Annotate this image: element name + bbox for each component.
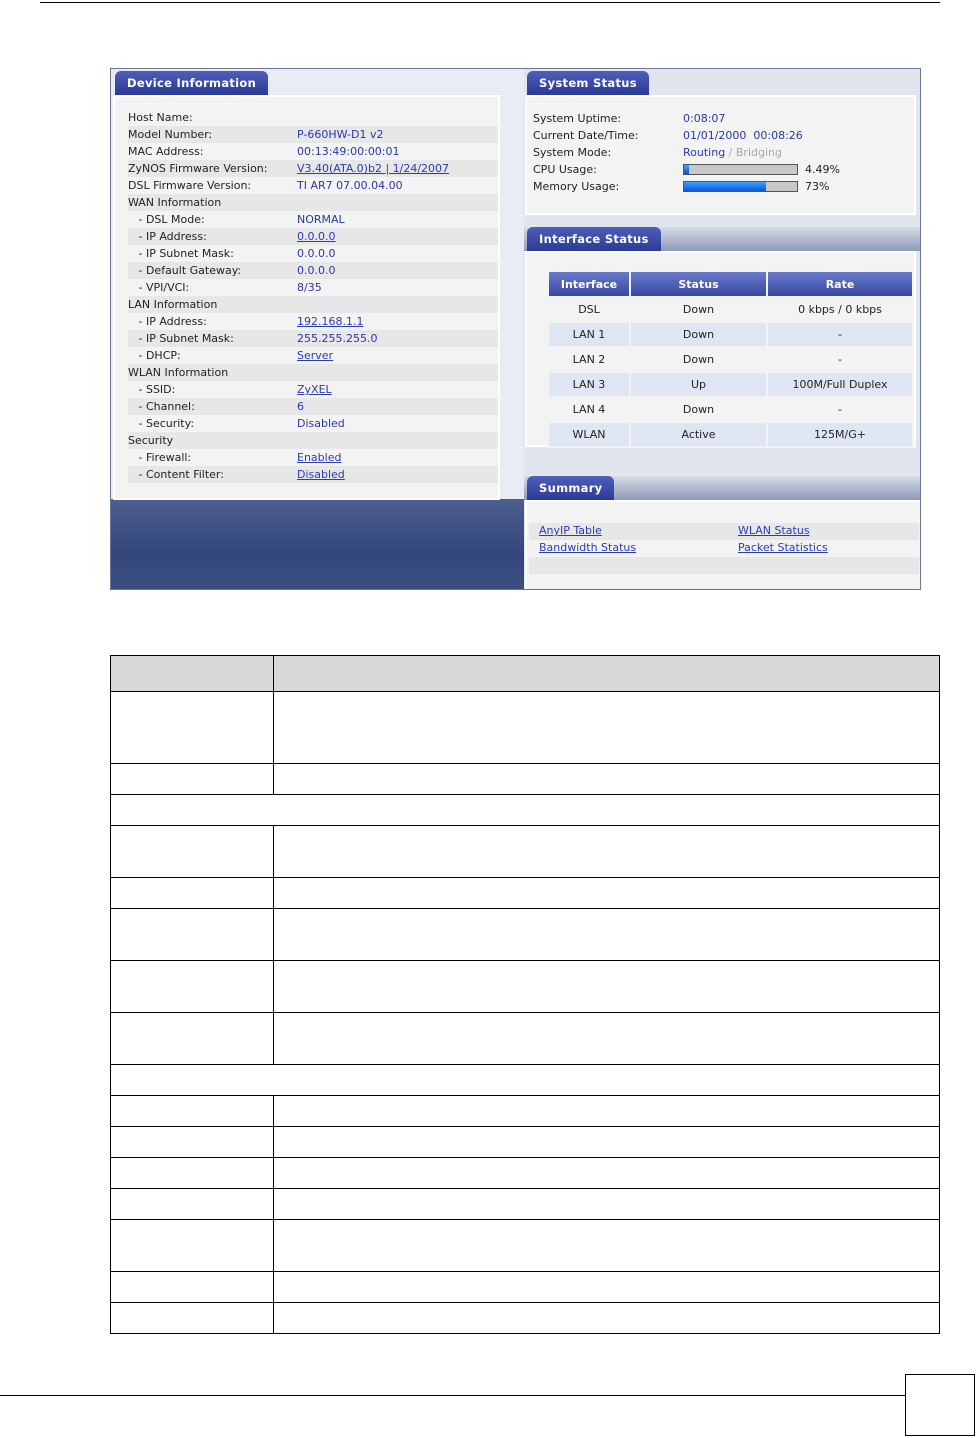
anyip-table-link[interactable]: AnyIP Table bbox=[539, 524, 602, 537]
table-cell bbox=[274, 1303, 940, 1334]
current-datetime-value: 01/01/2000 00:08:26 bbox=[683, 129, 803, 142]
table-cell bbox=[111, 961, 274, 1013]
status-cell: Down bbox=[630, 297, 767, 322]
table-row bbox=[111, 1272, 940, 1303]
device-info-label: - IP Subnet Mask: bbox=[128, 247, 234, 260]
interface-status-table bbox=[547, 270, 914, 448]
device-info-value: P-660HW-D1 v2 bbox=[297, 128, 384, 141]
rate-cell: 100M/Full Duplex bbox=[767, 372, 913, 397]
memory-usage-bar bbox=[683, 181, 798, 192]
table-cell bbox=[111, 1272, 274, 1303]
device-info-row bbox=[128, 398, 498, 415]
system-mode-row bbox=[533, 144, 903, 161]
rate-cell: 125M/G+ bbox=[767, 422, 913, 447]
system-uptime-row bbox=[533, 110, 903, 127]
device-info-value: 6 bbox=[297, 400, 304, 413]
device-info-label: - SSID: bbox=[128, 383, 176, 396]
status-cell: Down bbox=[630, 322, 767, 347]
field-description-table bbox=[110, 655, 940, 1334]
device-info-row bbox=[128, 296, 498, 313]
tab-device-information: Device Information bbox=[115, 71, 268, 95]
tab-summary: Summary bbox=[527, 476, 614, 500]
table-row bbox=[111, 1189, 940, 1220]
table-row bbox=[548, 422, 913, 447]
device-info-row bbox=[128, 228, 498, 245]
bandwidth-status-link[interactable]: Bandwidth Status bbox=[539, 541, 637, 554]
left-column-footer bbox=[111, 499, 524, 590]
device-info-label: MAC Address: bbox=[128, 145, 204, 158]
interface-cell: DSL bbox=[548, 297, 630, 322]
device-info-label: - VPI/VCI: bbox=[128, 281, 190, 294]
table-cell bbox=[274, 1189, 940, 1220]
table-cell bbox=[111, 764, 274, 795]
system-uptime-label: System Uptime: bbox=[533, 112, 622, 125]
device-info-label: - IP Address: bbox=[128, 230, 207, 243]
cpu-usage-bar bbox=[683, 164, 798, 175]
table-cell bbox=[111, 1158, 274, 1189]
memory-usage-value: 73% bbox=[805, 180, 830, 193]
table-cell bbox=[274, 909, 940, 961]
device-info-value: TI AR7 07.00.04.00 bbox=[297, 179, 403, 192]
device-info-label: LAN Information bbox=[128, 298, 218, 311]
device-info-value: NORMAL bbox=[297, 213, 345, 226]
rate-cell: - bbox=[767, 347, 913, 372]
device-info-label: - DHCP: bbox=[128, 349, 181, 362]
device-info-row bbox=[128, 364, 498, 381]
device-info-link[interactable]: Disabled bbox=[297, 468, 345, 481]
table-row bbox=[548, 322, 913, 347]
tab-interface-status: Interface Status bbox=[527, 227, 661, 251]
device-info-value: 00:13:49:00:00:01 bbox=[297, 145, 400, 158]
device-info-label: - Security: bbox=[128, 417, 195, 430]
interface-cell: LAN 2 bbox=[548, 347, 630, 372]
table-cell bbox=[274, 1220, 940, 1272]
device-info-value: 255.255.255.0 bbox=[297, 332, 378, 345]
table-cell bbox=[111, 909, 274, 961]
table-row bbox=[111, 878, 940, 909]
device-info-label: ZyNOS Firmware Version: bbox=[128, 162, 268, 175]
status-screenshot bbox=[110, 68, 921, 590]
table-row bbox=[111, 764, 940, 795]
device-info-label: - Default Gateway: bbox=[128, 264, 242, 277]
table-cell bbox=[111, 1303, 274, 1334]
interface-cell: LAN 3 bbox=[548, 372, 630, 397]
table-cell bbox=[274, 1127, 940, 1158]
table-cell bbox=[111, 1189, 274, 1220]
table-row bbox=[111, 961, 940, 1013]
rate-cell: 0 kbps / 0 kbps bbox=[767, 297, 913, 322]
device-info-link[interactable]: 192.168.1.1 bbox=[297, 315, 364, 328]
rate-column-header: Rate bbox=[767, 271, 913, 297]
table-cell bbox=[111, 826, 274, 878]
table-cell bbox=[274, 826, 940, 878]
table-row bbox=[111, 1096, 940, 1127]
system-mode-routing: Routing bbox=[683, 146, 726, 159]
footer-rule bbox=[0, 1395, 905, 1396]
rate-cell: - bbox=[767, 322, 913, 347]
device-info-label: - DSL Mode: bbox=[128, 213, 205, 226]
device-info-label: DSL Firmware Version: bbox=[128, 179, 252, 192]
table-row bbox=[111, 1013, 940, 1065]
table-row bbox=[548, 372, 913, 397]
table-cell bbox=[111, 1013, 274, 1065]
device-info-label: Security bbox=[128, 434, 174, 447]
table-cell bbox=[111, 1065, 940, 1096]
table-row bbox=[111, 1303, 940, 1334]
device-info-value: Disabled bbox=[297, 417, 345, 430]
table-row bbox=[111, 1220, 940, 1272]
device-info-row bbox=[128, 432, 498, 449]
table-cell bbox=[111, 1220, 274, 1272]
page-number-box bbox=[905, 1374, 975, 1436]
device-info-label: - IP Address: bbox=[128, 315, 207, 328]
device-info-row bbox=[128, 160, 498, 177]
status-column-header: Status bbox=[630, 271, 767, 297]
device-info-link[interactable]: Server bbox=[297, 349, 334, 362]
table-header-row bbox=[111, 656, 940, 692]
device-info-value: 0.0.0.0 bbox=[297, 264, 336, 277]
system-mode-value bbox=[683, 144, 782, 161]
table-cell bbox=[274, 1272, 940, 1303]
device-info-row bbox=[128, 194, 498, 211]
cpu-usage-fill bbox=[684, 165, 689, 174]
table-cell bbox=[274, 1158, 940, 1189]
table-cell bbox=[111, 1096, 274, 1127]
table-cell bbox=[111, 1127, 274, 1158]
status-cell: Down bbox=[630, 347, 767, 372]
table-cell bbox=[111, 878, 274, 909]
interface-cell: WLAN bbox=[548, 422, 630, 447]
device-info-row bbox=[128, 262, 498, 279]
memory-usage-row bbox=[533, 178, 903, 195]
table-row bbox=[111, 692, 940, 764]
system-mode-label: System Mode: bbox=[533, 146, 612, 159]
table-row bbox=[111, 826, 940, 878]
table-cell bbox=[274, 878, 940, 909]
device-information-panel bbox=[113, 95, 500, 500]
table-cell bbox=[274, 1013, 940, 1065]
table-section-row bbox=[111, 1065, 940, 1096]
device-info-value: 8/35 bbox=[297, 281, 322, 294]
system-uptime-value: 0:08:07 bbox=[683, 112, 726, 125]
tab-system-status: System Status bbox=[527, 71, 649, 95]
interface-column-header: Interface bbox=[548, 271, 630, 297]
device-info-row bbox=[128, 330, 498, 347]
interface-table-header bbox=[548, 271, 913, 297]
table-cell bbox=[274, 764, 940, 795]
packet-statistics-link[interactable]: Packet Statistics bbox=[738, 541, 828, 554]
status-cell: Up bbox=[630, 372, 767, 397]
device-info-label: - Firewall: bbox=[128, 451, 192, 464]
system-mode-separator: / bbox=[725, 146, 736, 159]
table-row bbox=[548, 347, 913, 372]
interface-cell: LAN 4 bbox=[548, 397, 630, 422]
interface-cell: LAN 1 bbox=[548, 322, 630, 347]
description-column-header bbox=[274, 656, 940, 692]
cpu-usage-label: CPU Usage: bbox=[533, 163, 597, 176]
table-row bbox=[111, 1158, 940, 1189]
table-row bbox=[548, 297, 913, 322]
device-info-label: - Channel: bbox=[128, 400, 195, 413]
interface-status-panel bbox=[525, 251, 916, 447]
cpu-usage-row bbox=[533, 161, 903, 178]
label-column-header bbox=[111, 656, 274, 692]
table-cell bbox=[274, 692, 940, 764]
device-info-link[interactable]: Enabled bbox=[297, 451, 342, 464]
table-cell bbox=[274, 1096, 940, 1127]
wlan-status-link[interactable]: WLAN Status bbox=[738, 524, 810, 537]
current-datetime-label: Current Date/Time: bbox=[533, 129, 639, 142]
status-cell: Down bbox=[630, 397, 767, 422]
current-datetime-row bbox=[533, 127, 903, 144]
device-info-label: - Content Filter: bbox=[128, 468, 224, 481]
device-info-value: 0.0.0.0 bbox=[297, 247, 336, 260]
table-cell bbox=[111, 795, 940, 826]
device-info-label: WLAN Information bbox=[128, 366, 229, 379]
rate-cell: - bbox=[767, 397, 913, 422]
device-info-label: Host Name: bbox=[128, 111, 193, 124]
memory-usage-label: Memory Usage: bbox=[533, 180, 620, 193]
summary-row-shade bbox=[529, 557, 919, 574]
device-info-label: Model Number: bbox=[128, 128, 213, 141]
system-mode-bridging: Bridging bbox=[735, 146, 782, 159]
device-info-label: WAN Information bbox=[128, 196, 222, 209]
status-cell: Active bbox=[630, 422, 767, 447]
summary-panel bbox=[525, 500, 921, 590]
device-info-link[interactable]: V3.40(ATA.0)b2 | 1/24/2007 bbox=[297, 162, 450, 175]
table-cell bbox=[274, 961, 940, 1013]
device-info-link[interactable]: ZyXEL bbox=[297, 383, 332, 396]
system-status-panel bbox=[525, 95, 916, 215]
device-info-row bbox=[128, 126, 498, 143]
table-row bbox=[548, 397, 913, 422]
device-info-label: - IP Subnet Mask: bbox=[128, 332, 234, 345]
cpu-usage-value: 4.49% bbox=[805, 163, 840, 176]
memory-usage-fill bbox=[684, 182, 766, 191]
table-row bbox=[111, 1127, 940, 1158]
table-row bbox=[111, 909, 940, 961]
device-info-link[interactable]: 0.0.0.0 bbox=[297, 230, 336, 243]
header-rule bbox=[40, 2, 940, 3]
table-cell bbox=[111, 692, 274, 764]
device-info-row bbox=[128, 466, 498, 483]
table-section-row bbox=[111, 795, 940, 826]
